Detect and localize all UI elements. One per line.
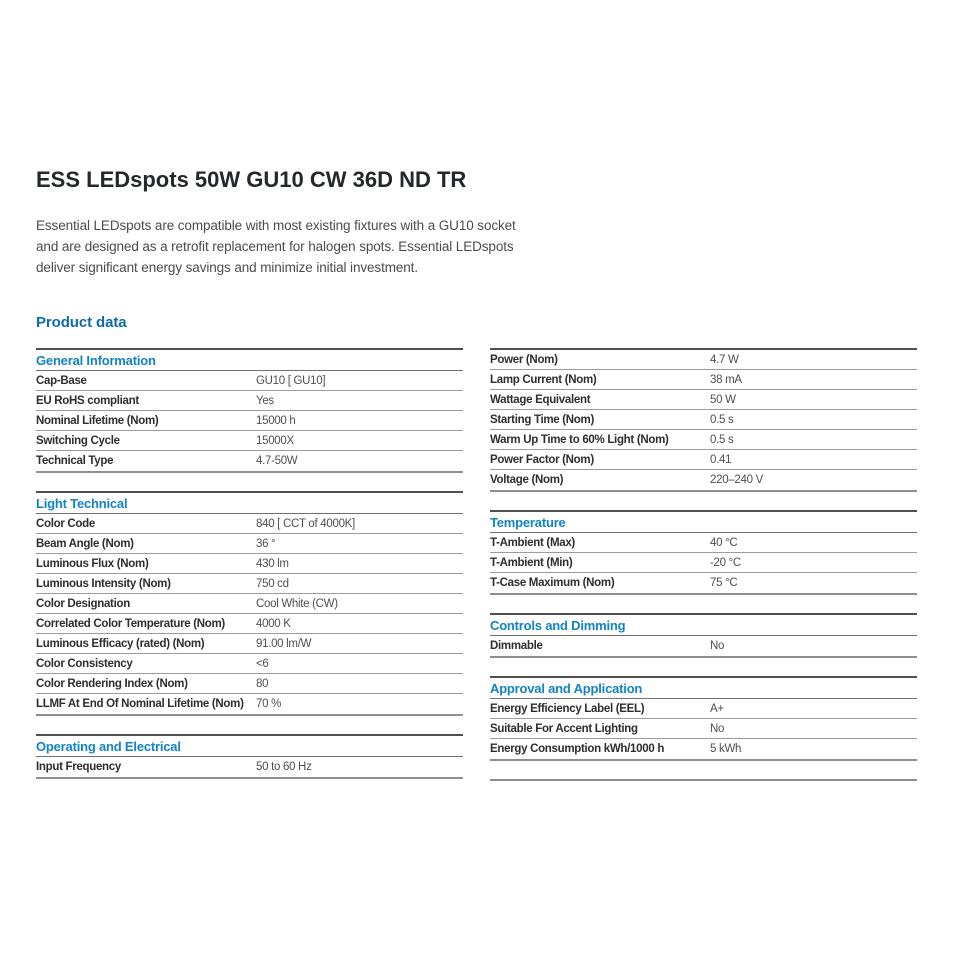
spec-label: Color Code: [36, 517, 95, 530]
spec-label: Energy Consumption kWh/1000 h: [490, 743, 665, 755]
spec-value: 50 to 60 Hz: [256, 761, 312, 773]
spec-label: Power (Nom): [490, 353, 558, 366]
spec-value: 70 %: [256, 698, 282, 710]
spec-label: T-Case Maximum (Nom): [490, 577, 615, 589]
spec-row: [36, 594, 463, 614]
spec-value: 40 °C: [710, 536, 738, 549]
spec-table-general-information: [36, 348, 463, 473]
spec-value: 15000 h: [256, 414, 296, 427]
spec-label: Correlated Color Temperature (Nom): [36, 617, 225, 630]
spec-value: No: [710, 722, 725, 735]
spec-row: [490, 553, 917, 573]
spec-label: Energy Efficiency Label (EEL): [490, 702, 645, 715]
spec-label: Beam Angle (Nom): [36, 537, 134, 550]
spec-row: [490, 370, 917, 390]
spec-label: Color Designation: [36, 597, 130, 610]
spec-row: [490, 410, 917, 430]
spec-label: Wattage Equivalent: [490, 393, 591, 406]
spec-row: [490, 390, 917, 410]
spec-table-light-technical: [36, 491, 463, 716]
left-column: [36, 348, 463, 779]
spec-row: [490, 573, 917, 595]
spec-label: Color Consistency: [36, 657, 133, 670]
spec-label: LLMF At End Of Nominal Lifetime (Nom): [36, 698, 244, 710]
description-line: Essential LEDspots are compatible with most existing fixtures with a GU10 socket: [36, 218, 516, 233]
spec-label: T-Ambient (Min): [490, 556, 573, 569]
spec-row: [36, 614, 463, 634]
spec-value: No: [710, 640, 725, 652]
section-header: Operating and Electrical: [36, 736, 463, 757]
spec-table-temperature: [490, 510, 917, 595]
spec-value: 91.00 lm/W: [256, 637, 312, 650]
spec-value: 50 W: [710, 393, 736, 406]
spec-label: Suitable For Accent Lighting: [490, 722, 638, 735]
spec-label: Cap-Base: [36, 374, 87, 387]
spec-row: [36, 634, 463, 654]
spec-label: Lamp Current (Nom): [490, 373, 597, 386]
spec-value: A+: [710, 702, 724, 715]
spec-label: Dimmable: [490, 640, 543, 652]
spec-value: Yes: [256, 394, 274, 407]
spec-row: [36, 654, 463, 674]
spec-row: [36, 451, 463, 473]
spec-label: Starting Time (Nom): [490, 413, 594, 426]
spec-table-approval-and-application: [490, 676, 917, 761]
spec-label: Luminous Flux (Nom): [36, 557, 149, 570]
spec-row: [490, 533, 917, 553]
product-description: [36, 215, 917, 278]
section-header: General Information: [36, 350, 463, 371]
spec-value: 430 lm: [256, 557, 289, 570]
spec-row: [36, 371, 463, 391]
description-line: and are designed as a retrofit replacement for halogen spots. Essential LEDspots: [36, 239, 514, 254]
spec-label: Power Factor (Nom): [490, 453, 594, 466]
spec-value: 4000 K: [256, 617, 291, 630]
spec-row: [36, 757, 463, 779]
spec-label: Luminous Intensity (Nom): [36, 577, 171, 590]
section-header: Controls and Dimming: [490, 615, 917, 636]
spec-row: [490, 739, 917, 761]
spec-row: [36, 674, 463, 694]
spec-row: [36, 554, 463, 574]
section-header: Approval and Application: [490, 678, 917, 699]
spec-row: [36, 514, 463, 534]
page-title: ESS LEDspots 50W GU10 CW 36D ND TR: [36, 167, 467, 192]
spec-row: [36, 411, 463, 431]
spec-value: 4.7-50W: [256, 455, 298, 467]
spec-value: 0.41: [710, 453, 732, 466]
spec-table-controls-and-dimming: [490, 613, 917, 658]
spec-row: [490, 636, 917, 658]
spec-label: T-Ambient (Max): [490, 536, 575, 549]
spec-value: 4.7 W: [710, 353, 739, 366]
description-line: deliver significant energy savings and minimize initial investment.: [36, 260, 418, 275]
spec-label: Input Frequency: [36, 761, 121, 773]
spec-label: Color Rendering Index (Nom): [36, 677, 188, 690]
section-header: Light Technical: [36, 493, 463, 514]
product-data-heading: Product data: [36, 314, 127, 331]
spec-value: GU10 [ GU10]: [256, 374, 326, 387]
spec-row: [36, 694, 463, 716]
spec-row: [490, 350, 917, 370]
spec-value: 75 °C: [710, 577, 738, 589]
spec-value: 0.5 s: [710, 413, 734, 426]
section-header: Temperature: [490, 512, 917, 533]
spec-value: 5 kWh: [710, 743, 742, 755]
spec-value: 750 cd: [256, 577, 289, 590]
spec-value: -20 °C: [710, 556, 741, 569]
spec-row: [490, 719, 917, 739]
right-column: [490, 348, 917, 781]
spec-value: <6: [256, 657, 269, 670]
spec-row: [490, 470, 917, 492]
spec-value: 80: [256, 677, 269, 690]
spec-value: 15000X: [256, 434, 294, 447]
spec-value: 38 mA: [710, 373, 742, 386]
spec-table-operating-and-electrical: [36, 734, 463, 779]
spec-label: EU RoHS compliant: [36, 394, 139, 407]
spec-row: [490, 430, 917, 450]
spec-row: [36, 534, 463, 554]
spec-value: 220–240 V: [710, 474, 763, 486]
spec-label: Luminous Efficacy (rated) (Nom): [36, 637, 205, 650]
spec-label: Voltage (Nom): [490, 474, 564, 486]
spec-row: [490, 450, 917, 470]
spec-value: Cool White (CW): [256, 597, 338, 610]
spec-row: [36, 391, 463, 411]
spec-row: [36, 574, 463, 594]
spec-label: Technical Type: [36, 455, 114, 467]
section-divider-rule: [490, 779, 917, 781]
spec-label: Nominal Lifetime (Nom): [36, 414, 159, 427]
spec-value: 0.5 s: [710, 433, 734, 446]
spec-row: [490, 699, 917, 719]
spec-value: 840 [ CCT of 4000K]: [256, 517, 355, 530]
product-data-columns: [36, 348, 917, 781]
spec-row: [36, 431, 463, 451]
spec-label: Warm Up Time to 60% Light (Nom): [490, 433, 669, 446]
spec-label: Switching Cycle: [36, 434, 120, 447]
spec-value: 36 °: [256, 537, 276, 550]
spec-table-continued: [490, 348, 917, 492]
